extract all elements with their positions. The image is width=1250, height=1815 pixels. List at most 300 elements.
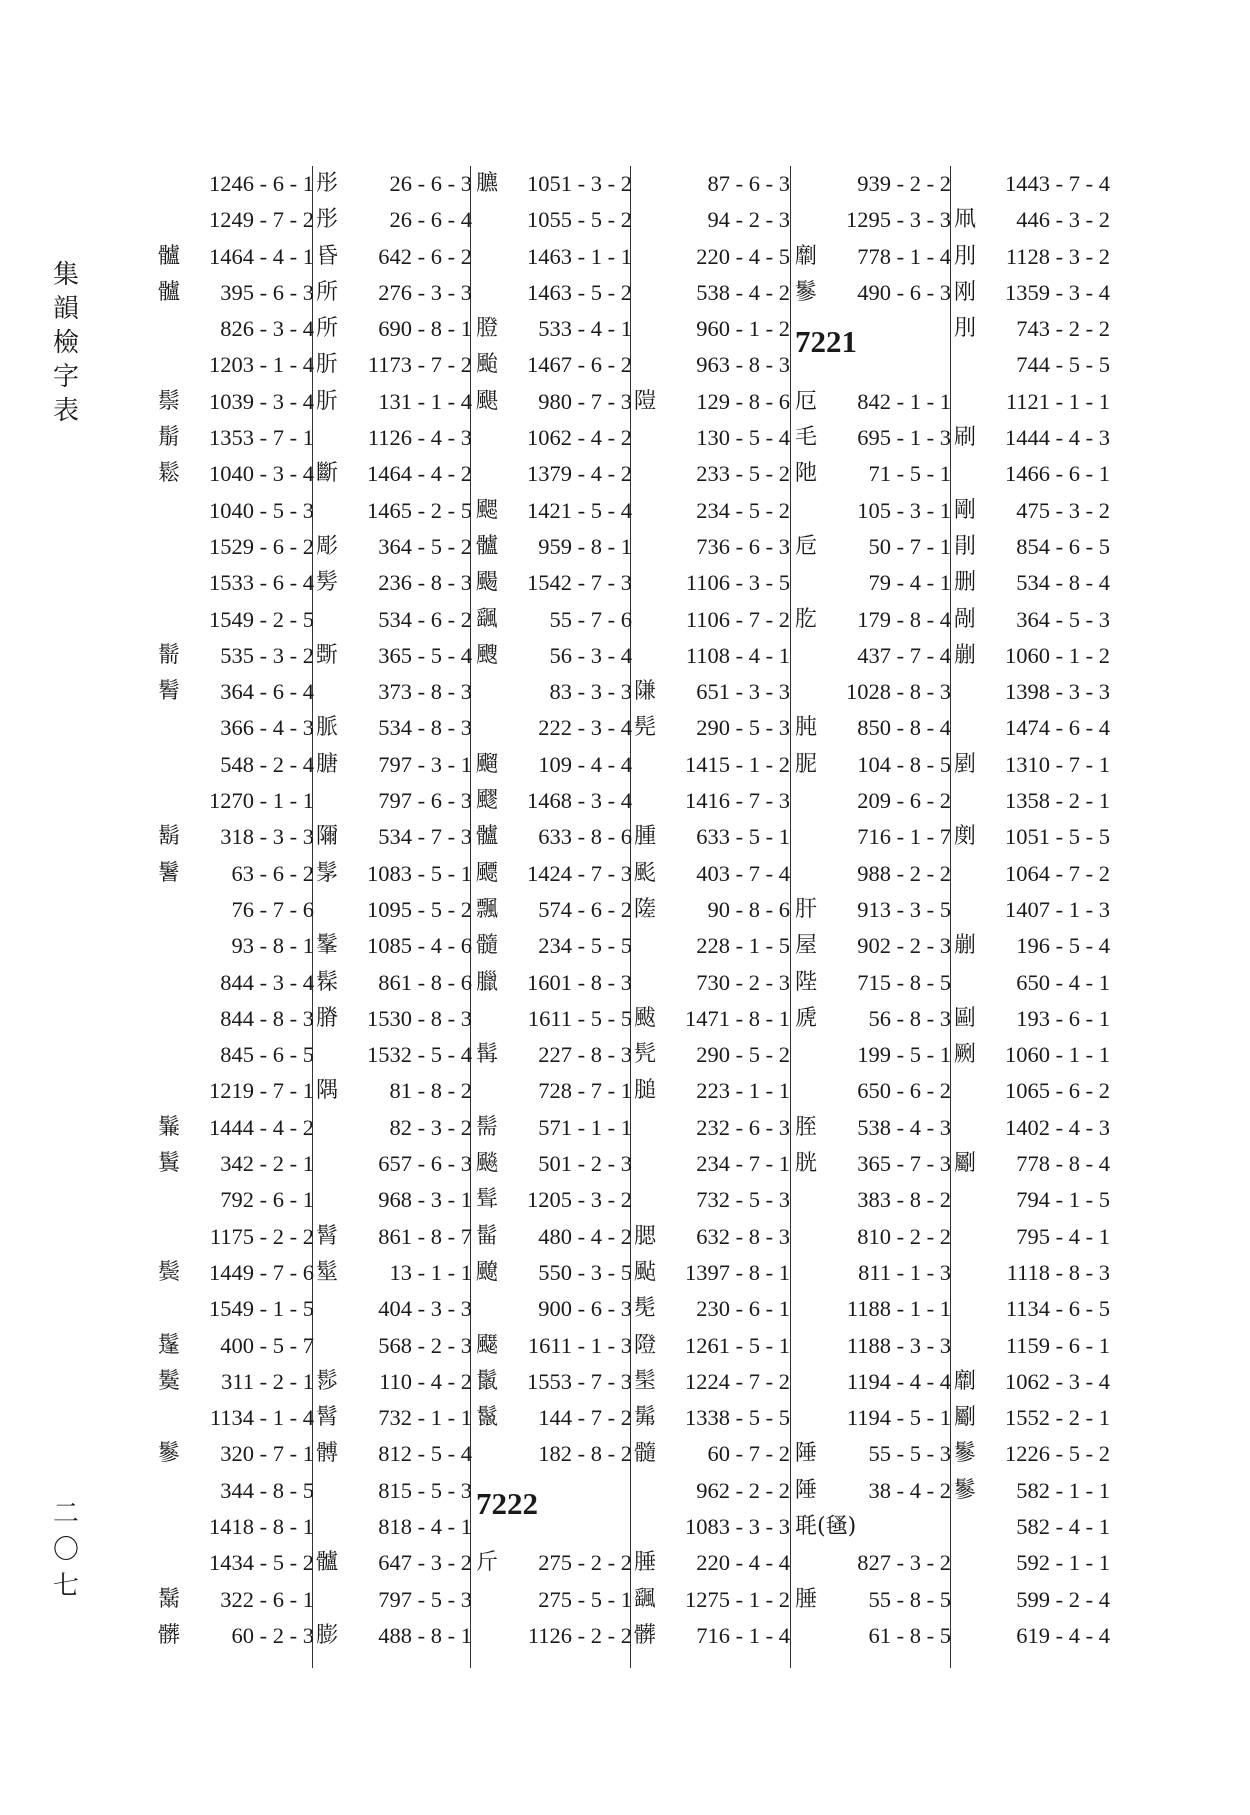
entry-reference: 1552 - 2 - 1 [1005, 1405, 1110, 1431]
index-entry [634, 565, 790, 601]
entry-reference: 599 - 2 - 4 [1016, 1586, 1110, 1612]
index-entry [795, 1618, 951, 1654]
index-entry [954, 1182, 1110, 1218]
index-entry [954, 1364, 1110, 1400]
index-entry [634, 1073, 790, 1109]
index-entry [476, 202, 632, 238]
entry-character: 鬃 [158, 388, 181, 414]
entry-reference: 480 - 4 - 2 [538, 1223, 632, 1249]
entry-reference: 1126 - 2 - 2 [527, 1622, 632, 1648]
index-entry [316, 674, 472, 710]
index-entry [476, 493, 632, 529]
entry-character: 髶 [476, 1187, 499, 1213]
entry-reference: 276 - 3 - 3 [378, 279, 472, 305]
index-entry [954, 166, 1110, 202]
index-entry [316, 493, 472, 529]
entry-reference: 1039 - 3 - 4 [209, 388, 314, 414]
entry-reference: 56 - 3 - 4 [549, 642, 632, 668]
entry-reference: 797 - 5 - 3 [378, 1586, 472, 1612]
entry-character: 鬍 [158, 824, 181, 850]
index-entry [158, 1618, 314, 1654]
entry-character: 隬 [316, 824, 339, 850]
entry-reference: 400 - 5 - 7 [220, 1332, 314, 1358]
index-entry [795, 965, 951, 1001]
index-entry [795, 928, 951, 964]
index-entry [158, 892, 314, 928]
index-entry [316, 710, 472, 746]
entry-reference: 1261 - 5 - 1 [685, 1332, 790, 1358]
entry-character: 胱 [795, 1151, 818, 1177]
entry-reference: 383 - 8 - 2 [857, 1187, 951, 1213]
index-entry [634, 1436, 790, 1472]
index-entry [316, 347, 472, 383]
entry-reference: 1434 - 5 - 2 [209, 1550, 314, 1576]
index-entry [634, 384, 790, 420]
entry-character: 所 [316, 279, 339, 305]
entry-reference: 63 - 6 - 2 [231, 860, 314, 886]
index-entry [158, 1509, 314, 1545]
index-entry [158, 1328, 314, 1364]
index-entry [634, 638, 790, 674]
entry-reference: 1466 - 6 - 1 [1005, 461, 1110, 487]
index-entry [476, 1255, 632, 1291]
entry-character: 飉 [476, 1259, 499, 1285]
entry-reference: 364 - 6 - 4 [220, 679, 314, 705]
index-entry [476, 166, 632, 202]
index-entry [795, 1001, 951, 1037]
index-entry [954, 965, 1110, 1001]
entry-reference: 236 - 8 - 3 [378, 570, 472, 596]
index-entry [954, 1219, 1110, 1255]
index-entry [954, 602, 1110, 638]
index-entry [634, 1473, 790, 1509]
index-entry [476, 892, 632, 928]
index-entry [476, 1473, 632, 1546]
entry-reference: 364 - 5 - 3 [1016, 606, 1110, 632]
entry-reference: 232 - 6 - 3 [696, 1114, 790, 1140]
entry-character: 髒 [634, 1622, 657, 1648]
index-entry [316, 1219, 472, 1255]
index-entry [476, 1400, 632, 1436]
entry-reference: 1415 - 1 - 2 [685, 751, 790, 777]
entry-character: 卮 [795, 533, 818, 559]
entry-character: 髾 [316, 1405, 339, 1431]
index-entry [476, 710, 632, 746]
entry-reference: 395 - 6 - 3 [220, 279, 314, 305]
index-entry [954, 1618, 1110, 1654]
index-entry [634, 892, 790, 928]
index-entry [634, 1582, 790, 1618]
entry-character: 剭 [954, 751, 977, 777]
entry-character: 髿 [316, 1368, 339, 1394]
index-entry [795, 1219, 951, 1255]
entry-character: 剈 [954, 533, 977, 559]
index-entry [476, 638, 632, 674]
entry-reference: 475 - 3 - 2 [1016, 497, 1110, 523]
index-entry [954, 1473, 1110, 1509]
index-entry [795, 1582, 951, 1618]
entry-character: 毛 [795, 425, 818, 451]
entry-character: 髆 [316, 1441, 339, 1467]
entry-reference: 633 - 8 - 6 [538, 824, 632, 850]
entry-reference: 728 - 7 - 1 [538, 1078, 632, 1104]
index-entry [316, 565, 472, 601]
index-entry [316, 783, 472, 819]
entry-reference: 90 - 8 - 6 [707, 896, 790, 922]
entry-reference: 550 - 3 - 5 [538, 1259, 632, 1285]
index-entry [634, 1328, 790, 1364]
entry-reference: 1085 - 4 - 6 [367, 933, 472, 959]
entry-reference: 812 - 5 - 4 [378, 1441, 472, 1467]
entry-reference: 736 - 6 - 3 [696, 533, 790, 559]
index-entry [954, 1509, 1110, 1545]
entry-character: 陲 [795, 1441, 818, 1467]
entry-reference: 959 - 8 - 1 [538, 533, 632, 559]
index-entry [316, 456, 472, 492]
entry-reference: 650 - 4 - 1 [1016, 969, 1110, 995]
entry-reference: 1338 - 5 - 5 [685, 1405, 790, 1431]
index-entry [158, 928, 314, 964]
entry-reference: 582 - 4 - 1 [1016, 1513, 1110, 1539]
entry-reference: 650 - 6 - 2 [857, 1078, 951, 1104]
index-entry [158, 1110, 314, 1146]
entry-character: 肫 [795, 715, 818, 741]
index-entry [316, 747, 472, 783]
entry-character: 髹 [316, 969, 339, 995]
index-entry [316, 166, 472, 202]
index-entry [795, 493, 951, 529]
index-entry [158, 710, 314, 746]
entry-reference: 1246 - 6 - 1 [209, 171, 314, 196]
entry-reference: 1398 - 3 - 3 [1005, 679, 1110, 705]
entry-character: 胒 [795, 751, 818, 777]
index-entry [476, 275, 632, 311]
index-entry [158, 1219, 314, 1255]
entry-reference: 1121 - 1 - 1 [1005, 388, 1110, 414]
entry-character: 刖 [954, 316, 977, 342]
entry-reference: 220 - 4 - 5 [696, 243, 790, 269]
entry-reference: 199 - 5 - 1 [857, 1042, 951, 1068]
index-entry [316, 275, 472, 311]
index-entry [795, 239, 951, 275]
entry-reference: 322 - 6 - 1 [220, 1586, 314, 1612]
index-entry [795, 529, 951, 565]
entry-reference: 842 - 1 - 1 [857, 388, 951, 414]
entry-reference: 1379 - 4 - 2 [527, 461, 632, 487]
index-entry [634, 1545, 790, 1581]
index-entry [158, 565, 314, 601]
entry-reference: 446 - 3 - 2 [1016, 207, 1110, 233]
entry-reference: 342 - 2 - 1 [220, 1151, 314, 1177]
index-entry [476, 565, 632, 601]
entry-character: 劚 [954, 1151, 977, 1177]
index-entry [476, 529, 632, 565]
index-entry [954, 710, 1110, 746]
entry-reference: 1128 - 3 - 2 [1005, 243, 1110, 269]
entry-reference: 1421 - 5 - 4 [527, 497, 632, 523]
index-entry [316, 202, 472, 238]
entry-character: 脈 [316, 715, 339, 741]
entry-reference: 13 - 1 - 1 [389, 1259, 472, 1285]
entry-reference: 844 - 3 - 4 [220, 969, 314, 995]
entry-reference: 320 - 7 - 1 [220, 1441, 314, 1467]
entry-character: 剛 [954, 497, 977, 523]
index-entry [316, 638, 472, 674]
entry-reference: 633 - 5 - 1 [696, 824, 790, 850]
index-entry [476, 856, 632, 892]
entry-reference: 1188 - 1 - 1 [846, 1296, 951, 1322]
entry-reference: 797 - 6 - 3 [378, 788, 472, 814]
index-entry [634, 311, 790, 347]
entry-reference: 690 - 8 - 1 [378, 316, 472, 342]
index-entry [476, 1436, 632, 1472]
index-entry [158, 856, 314, 892]
index-entry [158, 674, 314, 710]
entry-reference: 861 - 8 - 6 [378, 969, 472, 995]
index-entry [316, 928, 472, 964]
entry-reference: 826 - 3 - 4 [220, 316, 314, 342]
entry-reference: 535 - 3 - 2 [220, 642, 314, 668]
index-entry [954, 1073, 1110, 1109]
entry-character: 阤 [795, 461, 818, 487]
entry-reference: 223 - 1 - 1 [696, 1078, 790, 1104]
entry-reference: 1611 - 5 - 5 [527, 1005, 632, 1031]
entry-reference: 827 - 3 - 2 [857, 1550, 951, 1576]
entry-reference: 81 - 8 - 2 [389, 1078, 472, 1104]
entry-character: 隑 [634, 388, 657, 414]
index-entry [634, 239, 790, 275]
entry-reference: 1464 - 4 - 2 [367, 461, 472, 487]
index-entry [634, 710, 790, 746]
entry-reference: 87 - 6 - 3 [707, 171, 790, 196]
index-entry [316, 1436, 472, 1472]
entry-reference: 275 - 5 - 1 [538, 1586, 632, 1612]
entry-reference: 657 - 6 - 3 [378, 1151, 472, 1177]
entry-reference: 404 - 3 - 3 [378, 1296, 472, 1322]
index-entry [158, 602, 314, 638]
entry-reference: 1529 - 6 - 2 [209, 533, 314, 559]
index-entry [476, 1001, 632, 1037]
entry-reference: 1040 - 5 - 3 [209, 497, 314, 523]
entry-character: 髳 [316, 860, 339, 886]
index-entry [158, 638, 314, 674]
entry-reference: 732 - 1 - 1 [378, 1405, 472, 1431]
index-entry [634, 1110, 790, 1146]
index-entry [158, 1545, 314, 1581]
index-entry [158, 1182, 314, 1218]
entry-reference: 233 - 5 - 2 [696, 461, 790, 487]
entry-reference: 1601 - 8 - 3 [527, 969, 632, 995]
entry-reference: 533 - 4 - 1 [538, 316, 632, 342]
side-title-char: 韻 [52, 294, 79, 324]
index-entry [634, 1364, 790, 1400]
index-entry [954, 311, 1110, 347]
index-entry [158, 420, 314, 456]
index-entry [634, 1255, 790, 1291]
entry-reference: 1407 - 1 - 3 [1005, 896, 1110, 922]
index-entry [954, 1400, 1110, 1436]
index-entry [476, 602, 632, 638]
index-entry [634, 928, 790, 964]
entry-reference: 651 - 3 - 3 [696, 679, 790, 705]
entry-character: 彤 [316, 171, 339, 196]
entry-reference: 344 - 8 - 5 [220, 1477, 314, 1503]
index-entry [316, 1618, 472, 1654]
entry-reference: 1353 - 7 - 1 [209, 425, 314, 451]
entry-reference: 1108 - 4 - 1 [685, 642, 790, 668]
column-divider [790, 166, 791, 1668]
entry-reference: 1028 - 8 - 3 [846, 679, 951, 705]
index-entry [634, 1618, 790, 1654]
entry-reference: 568 - 2 - 3 [378, 1332, 472, 1358]
entry-reference: 1106 - 7 - 2 [685, 606, 790, 632]
index-entry [634, 1001, 790, 1037]
entry-reference: 1219 - 7 - 1 [209, 1078, 314, 1104]
entry-character: 髗 [316, 1550, 339, 1576]
index-entry [795, 674, 951, 710]
entry-reference: 1065 - 6 - 2 [1005, 1078, 1110, 1104]
entry-character: 鬑 [158, 1114, 181, 1140]
index-column-1 [158, 166, 314, 1654]
entry-character: 鬖 [795, 279, 818, 305]
index-entry [158, 311, 314, 347]
index-entry [954, 1545, 1110, 1581]
entry-character: 鬖 [954, 1441, 977, 1467]
entry-reference: 1249 - 7 - 2 [209, 207, 314, 233]
entry-reference: 26 - 6 - 4 [389, 207, 472, 233]
index-entry [795, 1037, 951, 1073]
entry-character: 颰 [634, 1005, 657, 1031]
index-column-4 [634, 166, 790, 1654]
entry-reference: 234 - 7 - 1 [696, 1151, 790, 1177]
entry-character: 颶 [476, 388, 499, 414]
index-entry [316, 239, 472, 275]
index-entry [954, 275, 1110, 311]
entry-character: 屋 [795, 933, 818, 959]
index-entry [316, 1545, 472, 1581]
index-entry [316, 1146, 472, 1182]
entry-character: 颱 [476, 352, 499, 378]
entry-character: 虒 [795, 1005, 818, 1031]
entry-character: 膅 [316, 751, 339, 777]
entry-reference: 1424 - 7 - 3 [527, 860, 632, 886]
entry-reference: 55 - 7 - 6 [549, 606, 632, 632]
entry-reference: 1467 - 6 - 2 [527, 352, 632, 378]
entry-reference: 311 - 2 - 1 [221, 1368, 314, 1394]
entry-character: 鬖 [954, 1477, 977, 1503]
page-number-char: 七 [52, 1571, 79, 1601]
entry-reference: 1118 - 8 - 3 [1006, 1259, 1110, 1285]
entry-reference: 1060 - 1 - 1 [1005, 1042, 1110, 1068]
entry-character: 髽 [316, 1259, 339, 1285]
entry-reference: 105 - 3 - 1 [857, 497, 951, 523]
page-number-char: 〇 [52, 1535, 79, 1565]
entry-reference: 571 - 1 - 1 [538, 1114, 632, 1140]
index-entry [316, 1509, 472, 1545]
entry-character: 鬒 [158, 1151, 181, 1177]
entry-reference: 1040 - 3 - 4 [209, 461, 314, 487]
entry-reference: 1205 - 3 - 2 [527, 1187, 632, 1213]
entry-reference: 743 - 2 - 2 [1016, 316, 1110, 342]
entry-character: 鬗 [158, 1586, 181, 1612]
index-entry [476, 1146, 632, 1182]
entry-character: 隒 [634, 679, 657, 705]
entry-reference: 196 - 5 - 4 [1016, 933, 1110, 959]
entry-reference: 275 - 2 - 2 [538, 1550, 632, 1576]
index-entry [954, 856, 1110, 892]
entry-reference: 1224 - 7 - 2 [685, 1368, 790, 1394]
entry-character: 剻 [954, 642, 977, 668]
index-entry [795, 456, 951, 492]
index-entry [634, 819, 790, 855]
entry-character: 昏 [316, 243, 339, 269]
entry-reference: 548 - 2 - 4 [220, 751, 314, 777]
entry-character: 膌 [316, 1005, 339, 1031]
index-entry [795, 856, 951, 892]
entry-character: 鬌 [158, 679, 181, 705]
index-entry [795, 1436, 951, 1472]
index-entry [795, 275, 951, 311]
entry-character: 臕 [476, 171, 499, 196]
index-entry [634, 856, 790, 892]
index-entry [954, 347, 1110, 383]
entry-reference: 960 - 1 - 2 [696, 316, 790, 342]
entry-reference: 695 - 1 - 3 [857, 425, 951, 451]
index-entry [954, 1110, 1110, 1146]
index-entry [795, 1255, 951, 1291]
entry-reference: 227 - 8 - 3 [538, 1042, 632, 1068]
entry-character: 髡 [634, 715, 657, 741]
index-entry [634, 1037, 790, 1073]
entry-reference: 1468 - 3 - 4 [527, 788, 632, 814]
index-entry [158, 1146, 314, 1182]
entry-reference: 209 - 6 - 2 [857, 788, 951, 814]
entry-reference: 980 - 7 - 3 [538, 388, 632, 414]
index-entry [316, 1291, 472, 1327]
index-entry [795, 565, 951, 601]
index-entry [158, 1291, 314, 1327]
entry-reference: 1532 - 5 - 4 [367, 1042, 472, 1068]
entry-reference: 815 - 5 - 3 [378, 1477, 472, 1503]
index-entry [634, 965, 790, 1001]
entry-character: 髗 [476, 533, 499, 559]
entry-reference: 632 - 8 - 3 [696, 1223, 790, 1249]
entry-character: 鬋 [158, 642, 181, 668]
index-entry [795, 1364, 951, 1400]
entry-reference: 715 - 8 - 5 [857, 969, 951, 995]
entry-reference: 220 - 4 - 4 [696, 1550, 790, 1576]
side-title-char: 表 [52, 396, 79, 426]
entry-reference: 403 - 7 - 4 [696, 860, 790, 886]
entry-reference: 234 - 5 - 5 [538, 933, 632, 959]
entry-character: 颻 [476, 606, 499, 632]
entry-character: 腫 [634, 824, 657, 850]
entry-reference: 968 - 3 - 1 [378, 1187, 472, 1213]
entry-reference: 1474 - 6 - 4 [1005, 715, 1110, 741]
index-entry [158, 747, 314, 783]
entry-reference: 1134 - 1 - 4 [209, 1405, 314, 1431]
entry-reference: 1310 - 7 - 1 [1005, 751, 1110, 777]
index-entry [476, 239, 632, 275]
entry-character: 颩 [634, 860, 657, 886]
index-entry [158, 1364, 314, 1400]
entry-reference: 1449 - 7 - 6 [209, 1259, 314, 1285]
index-entry [476, 674, 632, 710]
index-entry [795, 710, 951, 746]
side-title-char: 檢 [52, 328, 79, 358]
entry-reference: 71 - 5 - 1 [868, 461, 951, 487]
index-entry [634, 529, 790, 565]
